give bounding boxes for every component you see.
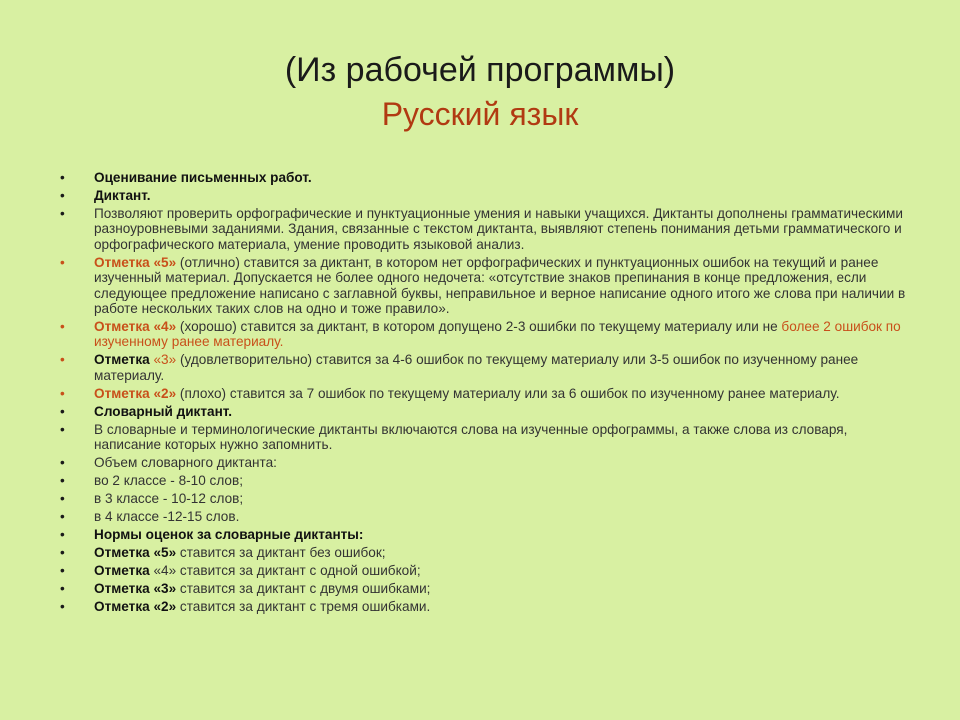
grade-mark: «3» — [149, 352, 177, 368]
list-item — [56, 404, 916, 419]
paragraph-text: ставится за диктант с тремя ошибками. — [176, 599, 431, 615]
list-item — [56, 509, 916, 524]
paragraph-text: (хорошо) ставится за диктант, в котором допущено 2-3 ошибки по текущему материалу или не — [176, 319, 782, 335]
list-item — [56, 386, 916, 401]
page-subtitle: Русский язык — [381, 96, 579, 132]
highlight-text: более 2 ошибок по изученному ранее материалу. — [94, 319, 901, 350]
list-item — [56, 473, 916, 488]
list-item — [56, 599, 916, 614]
paragraph-text: в 3 классе - 10-12 слов; — [94, 491, 244, 507]
section-heading: Словарный диктант. — [94, 403, 233, 419]
list-item — [56, 422, 916, 453]
content-list — [56, 170, 916, 617]
list-item — [56, 491, 916, 506]
section-heading: Оценивание письменных работ. — [94, 170, 312, 185]
paragraph-text: В словарные и терминологические диктанты включаются слова на изученные орфограммы, а также слова из словаря, написание которых нужно запомнить. — [94, 421, 848, 453]
paragraph-text: Объем словарного диктанта: — [94, 455, 277, 471]
paragraph-text: ставится за диктант с двумя ошибками; — [176, 581, 431, 597]
paragraph-text: во 2 классе - 8-10 слов; — [94, 473, 243, 489]
list-item — [56, 563, 916, 578]
grade-label: Отметка «2» — [94, 385, 177, 401]
list-item — [56, 545, 916, 560]
list-item — [56, 255, 916, 317]
paragraph-text: (плохо) ставится за 7 ошибок по текущему материалу или за 6 ошибок по изученному ранее материалу. — [176, 385, 840, 401]
grade-label: Отметка «5» — [94, 545, 177, 561]
grade-label: Отметка — [94, 563, 150, 579]
page-title: (Из рабочей программы) — [284, 51, 676, 89]
list-item — [56, 455, 916, 470]
paragraph-text: ставится за диктант без ошибок; — [176, 545, 386, 561]
list-item — [56, 527, 916, 542]
section-heading: Диктант. — [94, 188, 151, 203]
list-item — [56, 581, 916, 596]
list-item — [56, 206, 916, 252]
grade-label: Отметка «4» — [94, 319, 177, 335]
list-item — [56, 170, 916, 185]
list-item — [56, 319, 916, 350]
list-item — [56, 352, 916, 383]
section-heading: Нормы оценок за словарные диктанты: — [94, 527, 364, 543]
paragraph-text: «4» ставится за диктант с одной ошибкой; — [149, 563, 421, 579]
paragraph-text: Позволяют проверить орфографические и пунктуационные умения и навыки учащихся. Диктанты дополнены грамматическими разноуровневыми заданиями. Здания, связанные с текстом диктанта, выявляют степень понимания детьми грамматического и орфографического материала, умение проводить языковой анализ. — [94, 206, 903, 252]
paragraph-text: (удовлетворительно) ставится за 4-6 ошибок по текущему материалу или 3-5 ошибок по изученному ранее материалу. — [94, 352, 859, 383]
grade-label: Отметка «3» — [94, 581, 177, 597]
grade-label: Отметка «5» — [94, 254, 177, 270]
paragraph-text: (отлично) ставится за диктант, в котором нет орфографических и пунктуационных ошибок на текущий и ранее изученный материал. Допускается не более одного недочета: «отсутствие знаков препинания в конце предложения, если следующее предложение написано с заглавной буквы, неправильное и верное написание одного итого же слова при наличии в работе нескольких таких слов на одно и тоже правило». — [94, 254, 906, 317]
list-item — [56, 188, 916, 203]
grade-label: Отметка — [94, 352, 150, 368]
grade-label: Отметка «2» — [94, 599, 177, 615]
paragraph-text: в 4 классе -12-15 слов. — [94, 509, 240, 525]
